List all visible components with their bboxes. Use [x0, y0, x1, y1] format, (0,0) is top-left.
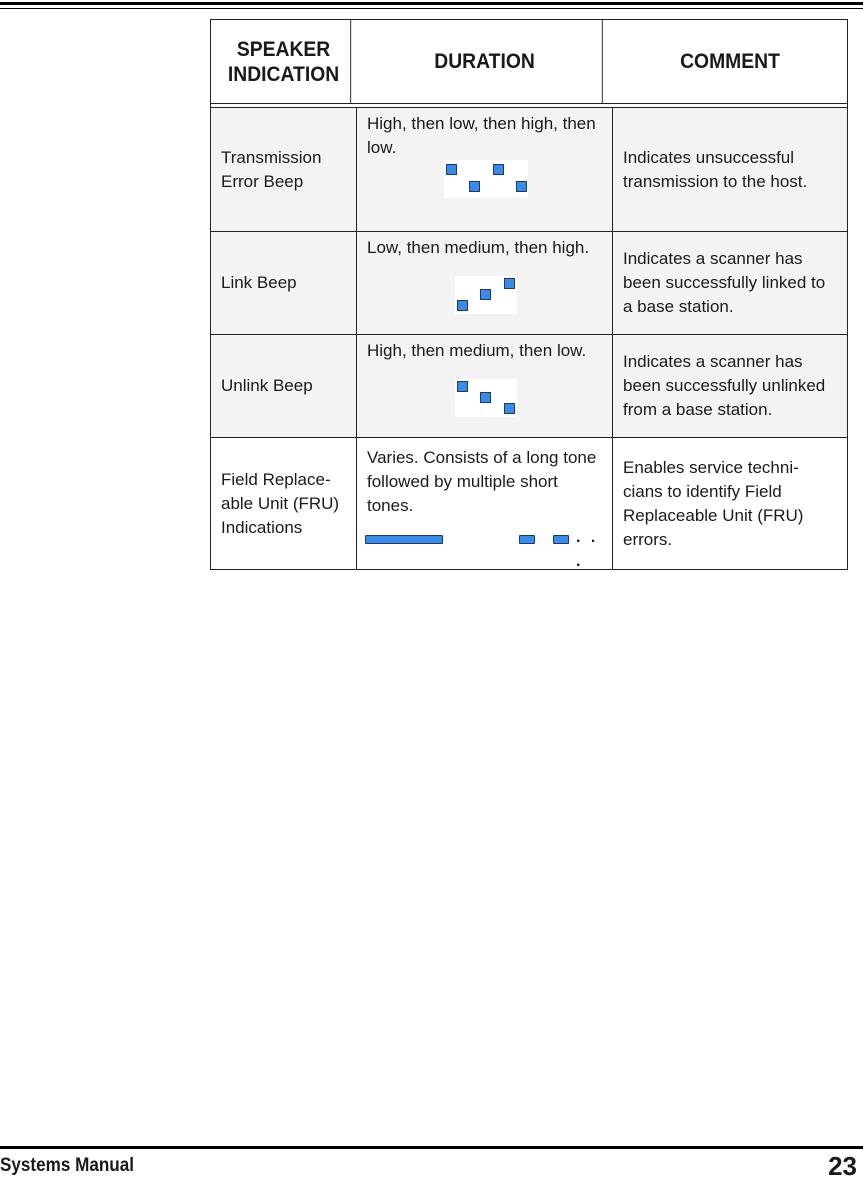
- tone-medium: [480, 289, 491, 300]
- short-tone-icon: [519, 535, 535, 544]
- tone-pattern-icon: [455, 276, 517, 314]
- table-header-row: [210, 19, 848, 104]
- duration-text: Low, then medium, then high.: [367, 238, 590, 257]
- top-rule-thin: [0, 8, 863, 9]
- page-number: 23: [828, 1151, 857, 1181]
- row-comment: Indicates unsuccessful transmission to the host.: [623, 147, 808, 191]
- table-row: [210, 108, 848, 232]
- table-row: [210, 232, 848, 335]
- row-duration: [357, 335, 613, 437]
- footer-title: Systems Manual: [0, 1155, 135, 1176]
- row-duration: [357, 108, 613, 231]
- row-indication: Transmission Error Beep: [211, 108, 357, 231]
- tone-high: [504, 278, 515, 289]
- tone-low: [516, 181, 527, 192]
- row-comment: Indicates a scanner has been successfully unlinked from a base station.: [623, 352, 826, 419]
- tone-low: [504, 403, 515, 414]
- long-tone-icon: [365, 535, 443, 544]
- row-indication: Unlink Beep: [211, 335, 357, 437]
- tone-high: [446, 164, 457, 175]
- duration-text: Varies. Consists of a long tone followed by multiple short tones.: [367, 448, 597, 515]
- top-rule: [0, 2, 863, 5]
- row-indication: Link Beep: [211, 232, 357, 334]
- tone-medium: [480, 392, 491, 403]
- continuation-dots: . . .: [576, 529, 599, 570]
- header-comment: COMMENT: [680, 50, 780, 73]
- row-comment: Indicates a scanner has been successfully linked to a base station.: [623, 249, 826, 316]
- row-indication: Field Replace-able Unit (FRU) Indications: [211, 438, 357, 569]
- duration-text: High, then low, then high, then low.: [367, 114, 596, 157]
- short-tone-icon: [553, 535, 569, 544]
- beep-indication-table: [210, 19, 848, 570]
- table-row: [210, 335, 848, 438]
- footer-rule: [0, 1146, 863, 1149]
- tone-high: [493, 164, 504, 175]
- table-row: [210, 438, 848, 570]
- tone-pattern-icon: [444, 160, 528, 198]
- tone-low: [457, 300, 468, 311]
- row-duration: [357, 232, 613, 334]
- tone-high: [457, 381, 468, 392]
- header-duration: DURATION: [367, 20, 603, 103]
- tone-low: [469, 181, 480, 192]
- header-speaker-indication: SPEAKER INDICATION: [217, 20, 351, 103]
- row-comment: Enables service techni-cians to identify Field Replaceable Unit (FRU) errors.: [623, 457, 804, 549]
- tone-pattern-icon: [455, 379, 517, 417]
- row-duration: [357, 438, 613, 569]
- duration-text: High, then medium, then low.: [367, 341, 587, 360]
